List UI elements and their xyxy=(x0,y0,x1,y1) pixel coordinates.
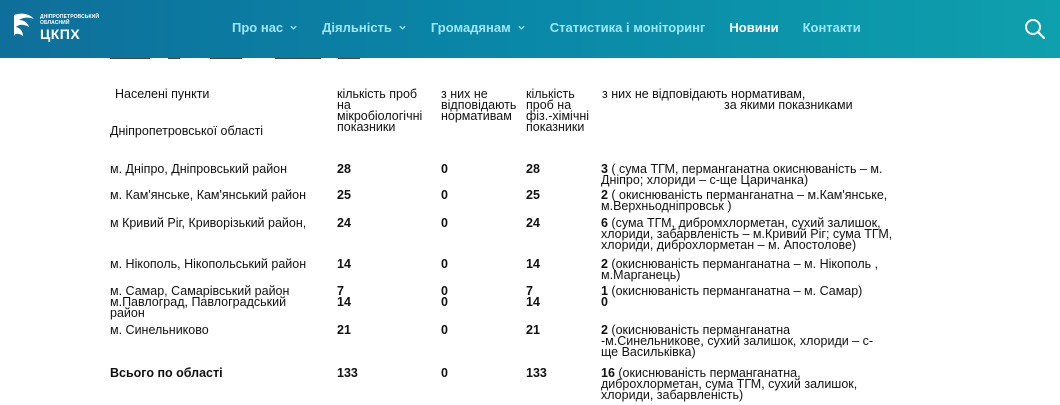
report-table xyxy=(0,58,1060,405)
row-phys xyxy=(526,164,540,175)
header-indicators-sub xyxy=(724,100,853,111)
row-indicators-line xyxy=(601,347,873,358)
header-phys-samples-line: проб на xyxy=(526,98,572,112)
row-phys xyxy=(526,368,547,379)
row-micro xyxy=(337,259,351,270)
header-phys-samples-line: показники xyxy=(526,120,585,134)
nav-item-label: Контакти xyxy=(802,20,861,35)
header-micro-samples-line: показники xyxy=(337,120,396,134)
row-micro xyxy=(337,218,351,229)
row-micro-line: 14 xyxy=(337,257,351,271)
logo-icon xyxy=(12,11,36,43)
header-settlements-line: Населені пункти xyxy=(115,87,210,101)
row-indicators xyxy=(601,218,892,251)
row-micro-fail-line: 0 xyxy=(441,366,448,380)
row-name-line: м. Кам'янське, Кам'янський район xyxy=(110,188,306,202)
row-fail-count: 2 xyxy=(601,257,608,271)
row-micro-line: 24 xyxy=(337,216,351,230)
row-name xyxy=(110,259,306,270)
row-fail-count: 6 xyxy=(601,216,608,230)
header-micro-samples-line: мікробіологічні xyxy=(337,109,423,123)
row-phys xyxy=(526,190,540,201)
row-phys-line: 24 xyxy=(526,216,540,230)
row-micro-fail-line: 0 xyxy=(441,216,448,230)
row-fail-detail: (окиснюваність перманганатна, xyxy=(614,366,801,380)
row-fail-detail: м.Марганець) xyxy=(601,268,681,282)
row-indicators-line xyxy=(601,286,862,297)
row-micro-line: 133 xyxy=(337,366,358,380)
row-fail-detail: (окиснюваність перманганатна – м. Нікополь , xyxy=(607,257,879,271)
nav-item-1[interactable] xyxy=(322,20,407,35)
row-micro-fail-line: 0 xyxy=(441,188,448,202)
row-name-line: район xyxy=(110,306,145,320)
row-indicators xyxy=(601,325,873,358)
row-fail-count: 2 xyxy=(601,188,608,202)
header-micro-fail-line: з них не xyxy=(441,87,488,101)
row-indicators-line xyxy=(601,270,878,281)
row-fail-count: 3 xyxy=(601,162,608,176)
nav-item-label: Новини xyxy=(729,20,779,35)
row-phys xyxy=(526,259,540,270)
header-micro-fail-line: відповідають xyxy=(441,98,517,112)
row-fail-detail: диброхлорметан, сума ТГМ, сухий залишок, xyxy=(601,377,858,391)
header-micro-samples xyxy=(337,89,422,133)
header-micro-fail-line: нормативам xyxy=(441,109,512,123)
site-header xyxy=(0,0,1060,58)
row-name xyxy=(110,190,306,201)
row-name xyxy=(110,368,223,379)
row-micro-line: 25 xyxy=(337,188,351,202)
row-name xyxy=(110,218,306,229)
nav-item-3[interactable] xyxy=(550,20,706,35)
chevron-down-icon xyxy=(289,23,298,32)
row-phys-line: 7 xyxy=(526,284,533,298)
row-fail-detail: ( сума ТГМ, перманганатна окиснюваність – м. xyxy=(607,162,883,176)
header-phys-samples-line: кількість xyxy=(526,87,575,101)
nav-item-label: Громадянам xyxy=(430,20,511,35)
row-micro xyxy=(337,190,351,201)
row-micro-fail xyxy=(441,297,448,308)
header-settlements xyxy=(115,89,209,100)
row-fail-detail: Дніпро; хлориди – с-ще Царичанка) xyxy=(601,173,809,187)
row-micro xyxy=(337,368,358,379)
chevron-down-icon xyxy=(517,23,526,32)
row-fail-detail: (сума ТГМ, дибромхлорметан, сухий залишок, xyxy=(607,216,881,230)
row-fail-detail: -м.Синельникове, сухий залишок, хлориди – с- xyxy=(601,334,874,348)
site-logo[interactable] xyxy=(12,11,108,43)
row-indicators xyxy=(601,164,882,186)
row-micro-line: 21 xyxy=(337,323,351,337)
header-indicators-sub-line: за якими показниками xyxy=(724,98,853,112)
row-fail-detail: м.Верхньодніпровськ ) xyxy=(601,199,732,213)
row-micro-fail-line: 0 xyxy=(441,323,448,337)
row-micro xyxy=(337,297,351,308)
row-micro-fail xyxy=(441,368,448,379)
row-phys-line: 14 xyxy=(526,257,540,271)
row-micro-fail-line: 0 xyxy=(441,257,448,271)
row-indicators xyxy=(601,259,878,281)
row-micro-fail xyxy=(441,190,448,201)
row-phys xyxy=(526,218,540,229)
row-fail-detail: (окиснюваність перманганатна xyxy=(607,323,791,337)
nav-item-0[interactable] xyxy=(232,20,298,35)
row-name xyxy=(110,297,286,319)
nav-item-5[interactable] xyxy=(803,20,861,35)
nav-item-4[interactable] xyxy=(729,20,778,35)
header-phys-samples-line: фіз.-хімічні xyxy=(526,109,590,123)
row-fail-count: 16 xyxy=(601,366,615,380)
row-fail-count: 1 xyxy=(601,284,608,298)
row-name-line: м. Нікополь, Нікопольський район xyxy=(110,257,307,271)
row-fail-detail: хлориди, забарвленість – м.Кривий Ріг; сума ТГМ, xyxy=(601,227,893,241)
row-name-line: м.Павлоград, Павлоградський xyxy=(110,295,287,309)
row-micro-fail xyxy=(441,325,448,336)
row-name xyxy=(110,164,287,175)
header-micro-samples-line: на xyxy=(337,98,351,112)
row-indicators-line xyxy=(601,390,857,401)
row-indicators xyxy=(601,297,608,308)
search-icon[interactable] xyxy=(1024,18,1046,40)
row-micro-fail xyxy=(441,259,448,270)
header-region xyxy=(110,126,263,137)
row-fail-detail: ще Васильківка) xyxy=(601,345,696,359)
row-fail-detail: ( окиснюваність перманганатна – м.Кам'янське, xyxy=(607,188,888,202)
header-indicators-line: з них не відповідають нормативам, xyxy=(602,87,806,101)
main-nav xyxy=(232,20,885,35)
row-indicators-line xyxy=(601,297,608,308)
logo-big-text: ЦКПХ xyxy=(40,25,81,42)
header-micro-fail xyxy=(441,89,516,122)
row-micro-fail-line: 0 xyxy=(441,162,448,176)
row-fail-count: 2 xyxy=(601,323,608,337)
row-fail-detail: хлориди, забарвленість) xyxy=(601,388,744,402)
row-micro-line: 14 xyxy=(337,295,351,309)
row-micro-fail-line: 0 xyxy=(441,295,448,309)
row-phys-line: 25 xyxy=(526,188,540,202)
row-name-line: м Кривий Ріг, Криворізький район, xyxy=(110,216,307,230)
row-phys-line: 14 xyxy=(526,295,540,309)
row-name-line: Всього по області xyxy=(110,366,223,380)
row-micro xyxy=(337,164,351,175)
row-indicators-line xyxy=(601,240,892,251)
nav-item-2[interactable] xyxy=(431,20,526,35)
clipped-text-fragment xyxy=(110,58,410,60)
row-indicators-line xyxy=(601,201,887,212)
row-fail-detail: (окиснюваність перманганатна – м. Самар) xyxy=(607,284,863,298)
row-name-line: м. Синельниково xyxy=(110,323,209,337)
row-phys xyxy=(526,297,540,308)
row-phys-line: 28 xyxy=(526,162,540,176)
row-micro-fail xyxy=(441,164,448,175)
row-indicators xyxy=(601,368,857,401)
row-phys xyxy=(526,325,540,336)
row-micro-fail xyxy=(441,218,448,229)
row-fail-count: 0 xyxy=(601,295,608,309)
row-micro-fail-line: 0 xyxy=(441,284,448,298)
header-micro-samples-line: кількість проб xyxy=(337,87,418,101)
nav-item-label: Про нас xyxy=(232,20,284,35)
row-indicators xyxy=(601,286,862,297)
nav-item-label: Статистика і моніторинг xyxy=(549,20,706,35)
chevron-down-icon xyxy=(398,23,407,32)
row-name-line: м. Дніпро, Дніпровський район xyxy=(110,162,288,176)
header-phys-samples xyxy=(526,89,589,133)
row-indicators xyxy=(601,190,887,212)
row-micro xyxy=(337,325,351,336)
row-micro-line: 7 xyxy=(337,284,344,298)
row-phys-line: 133 xyxy=(526,366,547,380)
row-phys-line: 21 xyxy=(526,323,540,337)
header-region-line: Дніпропетровської області xyxy=(110,124,264,138)
logo-small-text: ДНІПРОПЕТРОВСЬКИЙ ОБЛАСНИЙ xyxy=(40,13,100,26)
row-name xyxy=(110,325,209,336)
row-fail-detail: хлориди, диброхлорметан – м. Апостолове) xyxy=(601,238,857,252)
row-name-line: м. Самар, Самарівський район xyxy=(110,284,290,298)
row-micro-line: 28 xyxy=(337,162,351,176)
nav-item-label: Діяльність xyxy=(322,20,392,35)
row-indicators-line xyxy=(601,175,882,186)
